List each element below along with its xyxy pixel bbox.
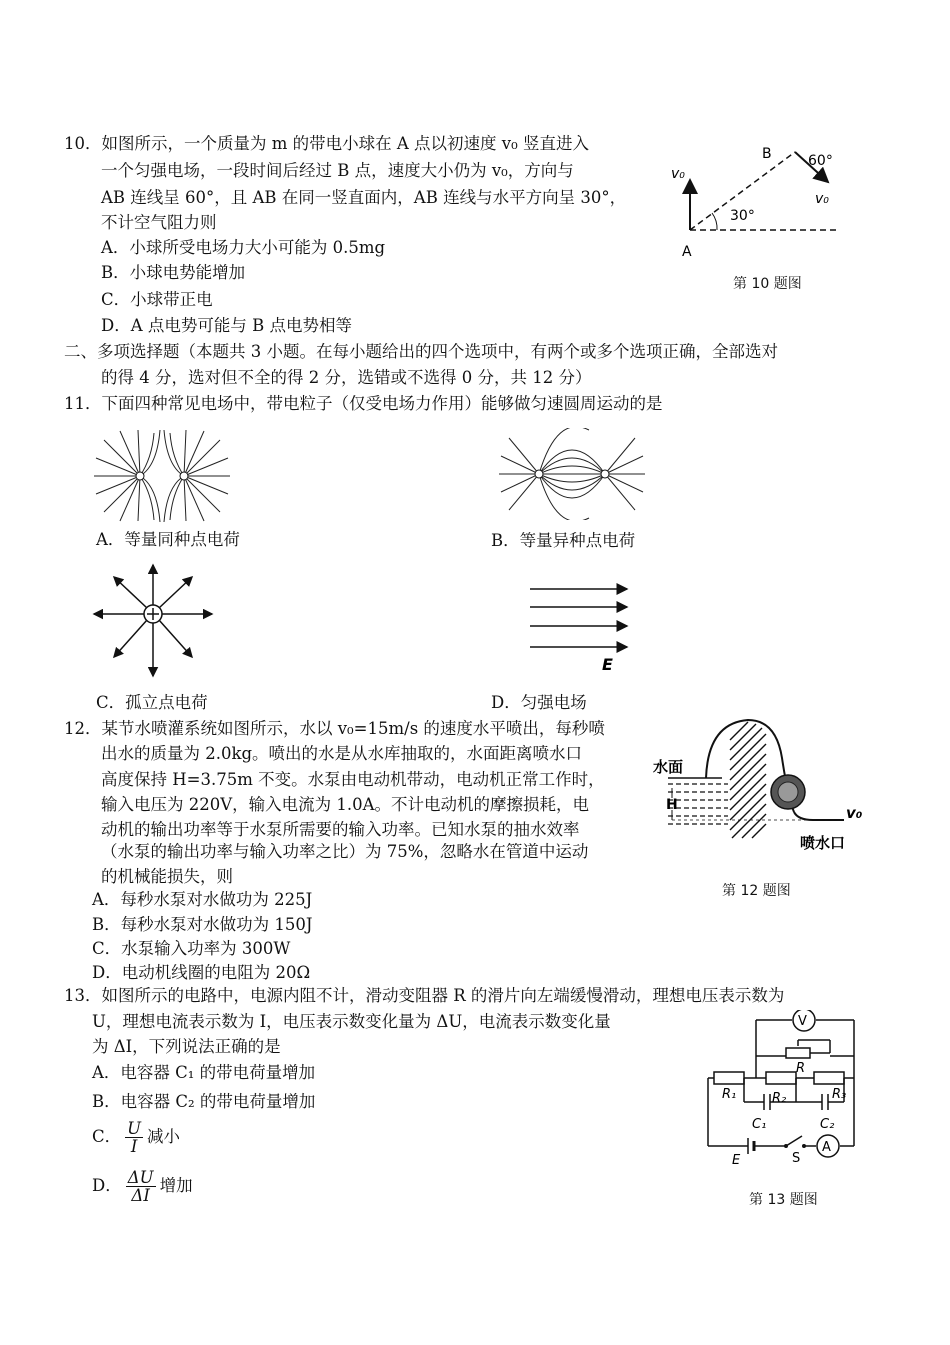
- point-charge-field-figure: [92, 562, 216, 680]
- q13-circuit-figure: [700, 1010, 860, 1170]
- q10-option-c: C．小球带正电: [101, 290, 213, 309]
- label-r: R: [796, 1061, 806, 1076]
- q10-line-1: 10．如图所示，一个质量为 m 的带电小球在 A 点以初速度 v₀ 竖直进入: [64, 134, 589, 153]
- fraction-u-over-i: [125, 1120, 143, 1155]
- q12-line-5: 动机的输出功率等于水泵所需要的输入功率。已知水泵的抽水效率: [101, 820, 580, 839]
- q13-line-3: 为 ΔI，下列说法正确的是: [92, 1037, 281, 1056]
- q11-option-d: D．匀强电场: [491, 693, 587, 712]
- label-water-surface: 水面: [653, 758, 684, 776]
- q13-figure-caption: 第 13 题图: [749, 1192, 818, 1208]
- label-30: 30°: [730, 208, 755, 224]
- q12-figure-caption: 第 12 题图: [722, 883, 791, 899]
- q12-line-4: 输入电压为 220V，输入电流为 1.0A。不计电动机的摩擦损耗，电: [101, 795, 590, 814]
- label-s: S: [792, 1151, 801, 1166]
- q12-option-a: A．每秒水泵对水做功为 225J: [92, 890, 313, 909]
- fraction-denominator: ΔI: [131, 1186, 150, 1205]
- angle-30-arc: [712, 213, 717, 230]
- q11-stem: 11．下面四种常见电场中，带电粒子（仅受电场力作用）能够做匀速圆周运动的是: [64, 394, 663, 413]
- q13-option-d: [92, 1168, 193, 1204]
- q13-option-b: B．电容器 C₂ 的带电荷量增加: [92, 1092, 316, 1111]
- fraction-denominator: I: [130, 1137, 138, 1156]
- q11-option-b: B．等量异种点电荷: [491, 531, 636, 550]
- label-a: A: [822, 1140, 831, 1155]
- label-e: E: [732, 1153, 741, 1168]
- q13-option-d-prefix: D．: [92, 1176, 122, 1195]
- label-v0-right: v₀: [815, 191, 829, 207]
- q10-option-a: A．小球所受电场力大小可能为 0.5mg: [101, 238, 386, 257]
- q12-option-d: D．电动机线圈的电阻为 20Ω: [92, 963, 311, 982]
- label-r3: R₃: [832, 1087, 847, 1102]
- charge-left: [136, 472, 144, 480]
- q12-line-3: 高度保持 H=3.75m 不变。水泵由电动机带动，电动机正常工作时，: [101, 770, 605, 789]
- q12-line-1: 12．某节水喷灌系统如图所示，水以 v₀=15m/s 的速度水平喷出，每秒喷: [64, 719, 605, 738]
- charge-right: [180, 472, 188, 480]
- q12-line-2: 出水的质量为 2.0kg。喷出的水是从水库抽取的，水面距离喷水口: [101, 744, 583, 763]
- label-b: B: [762, 146, 772, 162]
- q12-irrigation-figure: [648, 718, 870, 858]
- charge-negative: [601, 470, 609, 478]
- label-nozzle: 喷水口: [800, 834, 846, 852]
- q10-line-2: 一个匀强电场，一段时间后经过 B 点，速度大小仍为 v₀，方向与: [101, 161, 574, 180]
- label-e-field: E: [602, 655, 613, 674]
- q13-option-c: [92, 1119, 180, 1155]
- q10-figure: [660, 140, 860, 265]
- q11-option-c: C．孤立点电荷: [96, 693, 208, 712]
- label-v: V: [798, 1014, 807, 1029]
- label-a: A: [682, 244, 692, 260]
- label-h: H: [666, 797, 678, 813]
- label-v0: v₀: [846, 804, 863, 822]
- label-r1: R₁: [722, 1087, 737, 1102]
- q10-line-3: AB 连线呈 60°，且 AB 在同一竖直面内，AB 连线与水平方向呈 30°，: [101, 188, 627, 207]
- label-60: 60°: [808, 153, 833, 169]
- q13-line-2: U，理想电流表示数为 I，电压表示数变化量为 ΔU，电流表示数变化量: [92, 1012, 611, 1031]
- section-2-line-1: 二、多项选择题（本题共 3 小题。在每小题给出的四个选项中，有两个或多个选项正确，全部选对: [64, 342, 778, 361]
- q12-option-b: B．每秒水泵对水做功为 150J: [92, 915, 313, 934]
- q12-line-6: （水泵的输出功率与输入功率之比）为 75%，忽略水在管道中运动: [101, 842, 589, 861]
- q13-option-c-prefix: C．: [92, 1127, 122, 1146]
- unlike-charges-field-figure: [497, 428, 647, 520]
- like-charges-field-figure: [92, 428, 232, 523]
- section-2-line-2: 的得 4 分，选对但不全的得 2 分，选错或不选得 0 分，共 12 分）: [101, 368, 592, 387]
- q13-option-a: A．电容器 C₁ 的带电荷量增加: [92, 1063, 316, 1082]
- q13-line-1: 13．如图所示的电路中，电源内阻不计，滑动变阻器 R 的滑片向左端缓慢滑动，理想电压表示数为: [64, 986, 785, 1005]
- label-c1: C₁: [752, 1117, 767, 1132]
- q13-option-c-suffix: 减小: [147, 1127, 181, 1146]
- q10-option-d: D．A 点电势可能与 B 点电势相等: [101, 316, 353, 335]
- fraction-numerator: U: [127, 1119, 142, 1138]
- q12-option-c: C．水泵输入功率为 300W: [92, 939, 291, 958]
- fraction-numerator: ΔU: [127, 1168, 154, 1187]
- q13-option-d-suffix: 增加: [159, 1176, 193, 1195]
- uniform-field-figure: [527, 577, 632, 675]
- charge-positive: [535, 470, 543, 478]
- q10-line-4: 不计空气阻力则: [101, 213, 217, 232]
- q10-figure-caption: 第 10 题图: [733, 276, 802, 292]
- q11-option-a: A．等量同种点电荷: [96, 530, 240, 549]
- q12-line-7: 的机械能损失，则: [101, 867, 233, 886]
- q10-option-b: B．小球电势能增加: [101, 263, 246, 282]
- fraction-du-over-di: [126, 1169, 156, 1204]
- label-v0-left: v₀: [671, 166, 685, 182]
- label-c2: C₂: [820, 1117, 835, 1132]
- label-r2: R₂: [772, 1091, 787, 1106]
